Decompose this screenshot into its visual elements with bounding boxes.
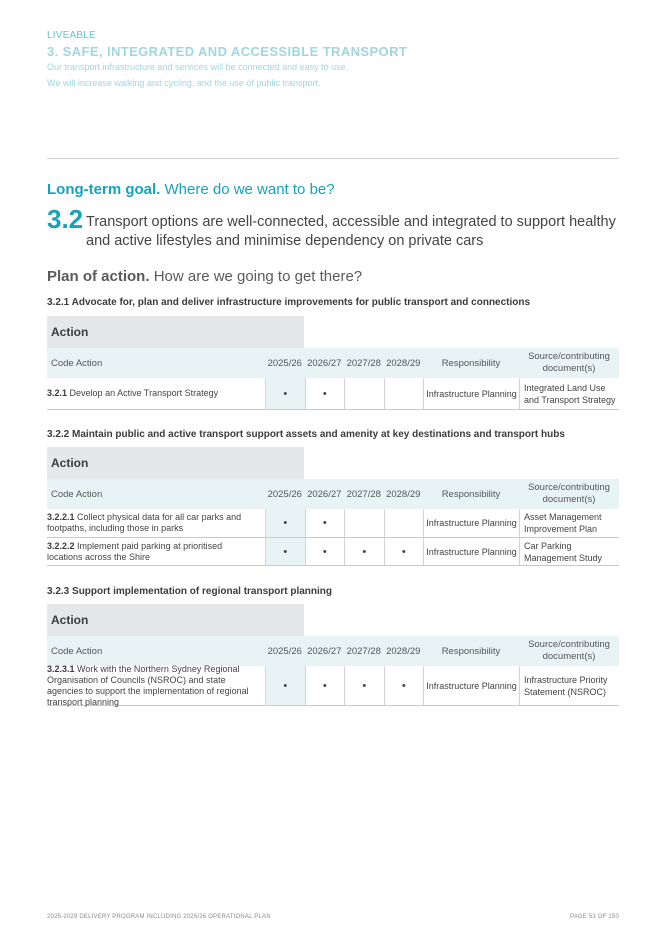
objective — [47, 205, 627, 251]
year-4-cell: • — [384, 666, 424, 705]
column-year-2: 2026/27 — [307, 645, 342, 657]
action-text: Collect physical data for all car parks and footpaths, including those in parks — [47, 512, 242, 533]
year-1-cell: • — [265, 378, 305, 409]
column-header-row — [47, 348, 619, 378]
year-3-cell: • — [344, 666, 384, 705]
source-cell: Infrastructure Priority Statement (NSROC) — [519, 666, 619, 705]
header-line-2: We will increase walking and cycling, and the use of public transport. — [47, 78, 321, 88]
footer-document-title: 2025-2029 DELIVERY PROGRAM INCLUDING 2025/26 OPERATIONAL PLAN — [47, 914, 271, 920]
year-2-cell: • — [305, 378, 345, 409]
column-year-1: 2025/26 — [267, 645, 302, 657]
column-source: Source/contributing document(s) — [528, 482, 610, 505]
plan-of-action-heading — [47, 268, 362, 285]
goal-question: Where do we want to be? — [164, 181, 335, 198]
column-year-1: 2025/26 — [267, 488, 302, 500]
column-year-2: 2026/27 — [307, 357, 342, 369]
column-responsibility: Responsibility — [441, 488, 501, 500]
year-4-cell — [384, 509, 424, 537]
column-year-3: 2027/28 — [346, 357, 381, 369]
action-text: Develop an Active Transport Strategy — [69, 388, 219, 398]
source-cell: Car Parking Management Study — [519, 538, 619, 565]
page-header — [47, 30, 627, 88]
table-row — [47, 378, 619, 410]
responsibility-cell: Infrastructure Planning — [423, 509, 519, 537]
year-4-cell: • — [384, 538, 424, 565]
year-4-cell — [384, 378, 424, 409]
column-year-3: 2027/28 — [346, 488, 381, 500]
strategy-title: 3.2.3 Support implementation of regional transport planning — [47, 586, 333, 597]
source-cell: Integrated Land Use and Transport Strategy — [519, 378, 619, 409]
action-code: 3.2.1 — [47, 388, 68, 398]
year-2-cell: • — [305, 509, 345, 537]
column-year-3: 2027/28 — [346, 645, 381, 657]
action-table — [47, 447, 619, 566]
strategy-title: 3.2.2 Maintain public and active transport support assets and amenity at key destinations and transport hubs — [47, 429, 565, 440]
year-2-cell: • — [305, 538, 345, 565]
strategy-title: 3.2.1 Advocate for, plan and deliver infrastructure improvements for public transport and connections — [47, 297, 531, 308]
year-3-cell — [344, 509, 384, 537]
year-1-cell: • — [265, 666, 305, 705]
year-1-cell: • — [265, 538, 305, 565]
footer-page-number: PAGE 53 OF 150 — [569, 914, 619, 920]
column-source: Source/contributing document(s) — [528, 639, 610, 662]
column-source: Source/contributing document(s) — [528, 351, 610, 374]
year-3-cell — [344, 378, 384, 409]
responsibility-cell: Infrastructure Planning — [423, 378, 519, 409]
column-header-row — [47, 636, 619, 666]
section-label: LIVEABLE — [47, 30, 96, 41]
goal-lead: Long-term goal. — [47, 181, 161, 198]
column-year-4: 2028/29 — [386, 488, 421, 500]
source-cell: Asset Management Improvement Plan — [519, 509, 619, 537]
column-code-action: Code Action — [51, 488, 103, 500]
table-row — [47, 538, 619, 566]
table-row — [47, 509, 619, 538]
column-responsibility: Responsibility — [441, 645, 501, 657]
plan-question: How are we going to get there? — [153, 268, 363, 285]
plan-lead: Plan of action. — [47, 268, 150, 285]
column-year-4: 2028/29 — [386, 357, 421, 369]
action-code: 3.2.3.1 — [47, 663, 75, 674]
long-term-goal-heading — [47, 181, 335, 198]
action-title: Action — [47, 316, 304, 348]
action-title: Action — [47, 604, 304, 636]
action-table — [47, 604, 619, 706]
action-text: Implement paid parking at prioritised locations across the Shire — [47, 540, 223, 562]
year-3-cell: • — [344, 538, 384, 565]
column-year-4: 2028/29 — [386, 645, 421, 657]
action-code: 3.2.2.2 — [47, 540, 75, 551]
responsibility-cell: Infrastructure Planning — [423, 538, 519, 565]
section-heading: 3. SAFE, INTEGRATED AND ACCESSIBLE TRANSPORT — [47, 44, 408, 59]
objective-number: 3.2 — [47, 204, 84, 234]
column-responsibility: Responsibility — [441, 357, 501, 369]
objective-text: Transport options are well-connected, accessible and integrated to support healthy and active lifestyles and minimise dependency on private cars — [86, 214, 616, 249]
column-code-action: Code Action — [51, 357, 103, 369]
action-table — [47, 316, 619, 410]
year-2-cell: • — [305, 666, 345, 705]
action-text: Work with the Northern Sydney Regional Organisation of Councils (NSROC) and state agencies to support the implementation of regional transport planning — [47, 663, 249, 707]
column-year-1: 2025/26 — [267, 357, 302, 369]
action-code: 3.2.2.1 — [47, 512, 75, 522]
responsibility-cell: Infrastructure Planning — [423, 666, 519, 705]
header-divider — [47, 158, 619, 159]
column-code-action: Code Action — [51, 645, 103, 657]
column-header-row — [47, 479, 619, 509]
action-title: Action — [47, 447, 304, 479]
table-row — [47, 663, 619, 707]
column-year-2: 2026/27 — [307, 488, 342, 500]
year-1-cell: • — [265, 509, 305, 537]
header-line-1: Our transport infrastructure and services will be connected and easy to use. — [47, 62, 349, 72]
